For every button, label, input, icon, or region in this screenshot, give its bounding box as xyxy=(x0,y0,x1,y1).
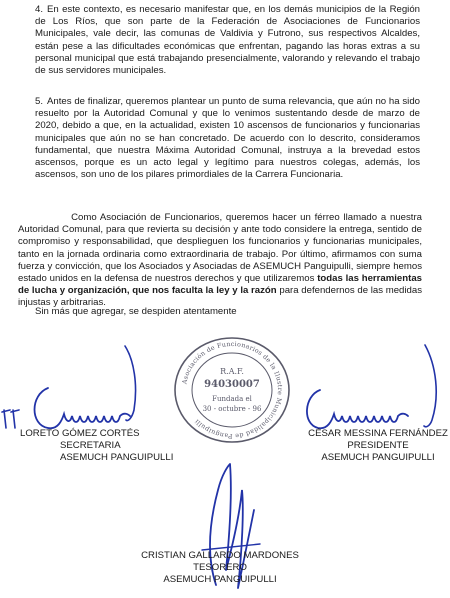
paragraph-text-end: para defendernos de las medidas injustas y arbitrarias. xyxy=(18,285,422,309)
paragraph-number: 5. xyxy=(35,96,44,107)
signatory-secretaria xyxy=(20,428,173,463)
signatory-name: LORETO GÓMEZ CORTÉS xyxy=(20,428,140,439)
signatory-role: SECRETARIA xyxy=(60,439,121,451)
signature-secretaria xyxy=(0,340,170,435)
closing-line: Sin más que agregar, se despiden atentamente xyxy=(35,306,237,317)
signatory-org: ASEMUCH PANGUIPULLI xyxy=(321,451,435,463)
signatory-org: ASEMUCH PANGUIPULLI xyxy=(163,573,277,585)
signature-presidente xyxy=(290,340,450,435)
signatory-presidente xyxy=(308,428,448,463)
paragraph-number: 4. xyxy=(35,4,44,15)
paragraph-text: Como Asociación de Funcionarios, queremos hacer un férreo llamado a nuestra Autoridad Comunal, para que revierta su decisión y ante todo considere la entrega, sentido de compromiso y responsabilidad, que desplieguen los funcionarios y funcionarias municipales, tanto en la jornada ordinaria como extraordinaria de trabajo. Por último, afirmamos con suma fuerza y convicción, que los Asociados y Asociadas de ASEMUCH Panguipulli, siempre hemos estado unidos en la defensa de nuestros derechos y que utilizaremos xyxy=(18,212,422,285)
paragraph-4 xyxy=(35,4,420,77)
signatory-name: CÉSAR MESSINA FERNÁNDEZ xyxy=(308,428,448,439)
emphasized-text: todas las herramientas de lucha y organización, que nos faculta la ley y la razón xyxy=(18,273,422,297)
paragraph-text: Antes de finalizar, queremos plantear un punto de suma relevancia, que aún no ha sido resuelto por la Autoridad Comunal y que lo venimos sustentando desde de marzo de 2020, debido a que, en la actualidad, existen 10 ascensos de funcionarios y funcionarias municipales que aún no se han concretado. De acuerdo con lo descrito, consideramos fundamental, que nuestra Máxima Autoridad Comunal, instruya a la brevedad estos ascensos, porque es un acto legal y legítimo para nuestros colegas, además, los ascensos, son uno de los pilares primordiales de la Carrera Funcionaria. xyxy=(35,96,420,181)
stamp-ring-text: Asociación de Funcionarios de la Ilustre Municipalidad de Panguipulli xyxy=(181,340,284,440)
stamp-line-2: 94030007 xyxy=(204,379,260,390)
paragraph-text: En este contexto, es necesario manifestar que, en los demás municipios de la Región de Los Ríos, que son parte de la Federación de Asociaciones de Funcionarios Municipales, vale decir, las comunas de Valdivia y Futrono, sus respectivos Alcaldes, están pese a las dificultades económicas que enfrentan, pagando las horas extras a su personal municipal que está trabajando presencialmente, valorando y relevando el trabajo de sus servidores municipales. xyxy=(35,4,420,77)
svg-text:Asociación de Funcionarios de xyxy=(181,341,283,439)
stamp-line-3: Fundada el xyxy=(212,395,252,403)
signatory-name: CRISTIAN GALLARDO MARDONES xyxy=(141,550,299,561)
signatory-tesorero xyxy=(110,550,330,585)
stamp-line-4: 30 - octubre - 96 xyxy=(202,405,262,413)
stamp-line-1: R.A.F. xyxy=(220,367,244,376)
paragraph-5 xyxy=(35,96,420,181)
official-stamp xyxy=(172,336,292,444)
signatory-role: TESORERO xyxy=(193,561,247,573)
paragraph-call-to-action xyxy=(18,212,422,310)
signatory-org: ASEMUCH PANGUIPULLI xyxy=(60,451,174,463)
signatory-role: PRESIDENTE xyxy=(347,439,409,451)
